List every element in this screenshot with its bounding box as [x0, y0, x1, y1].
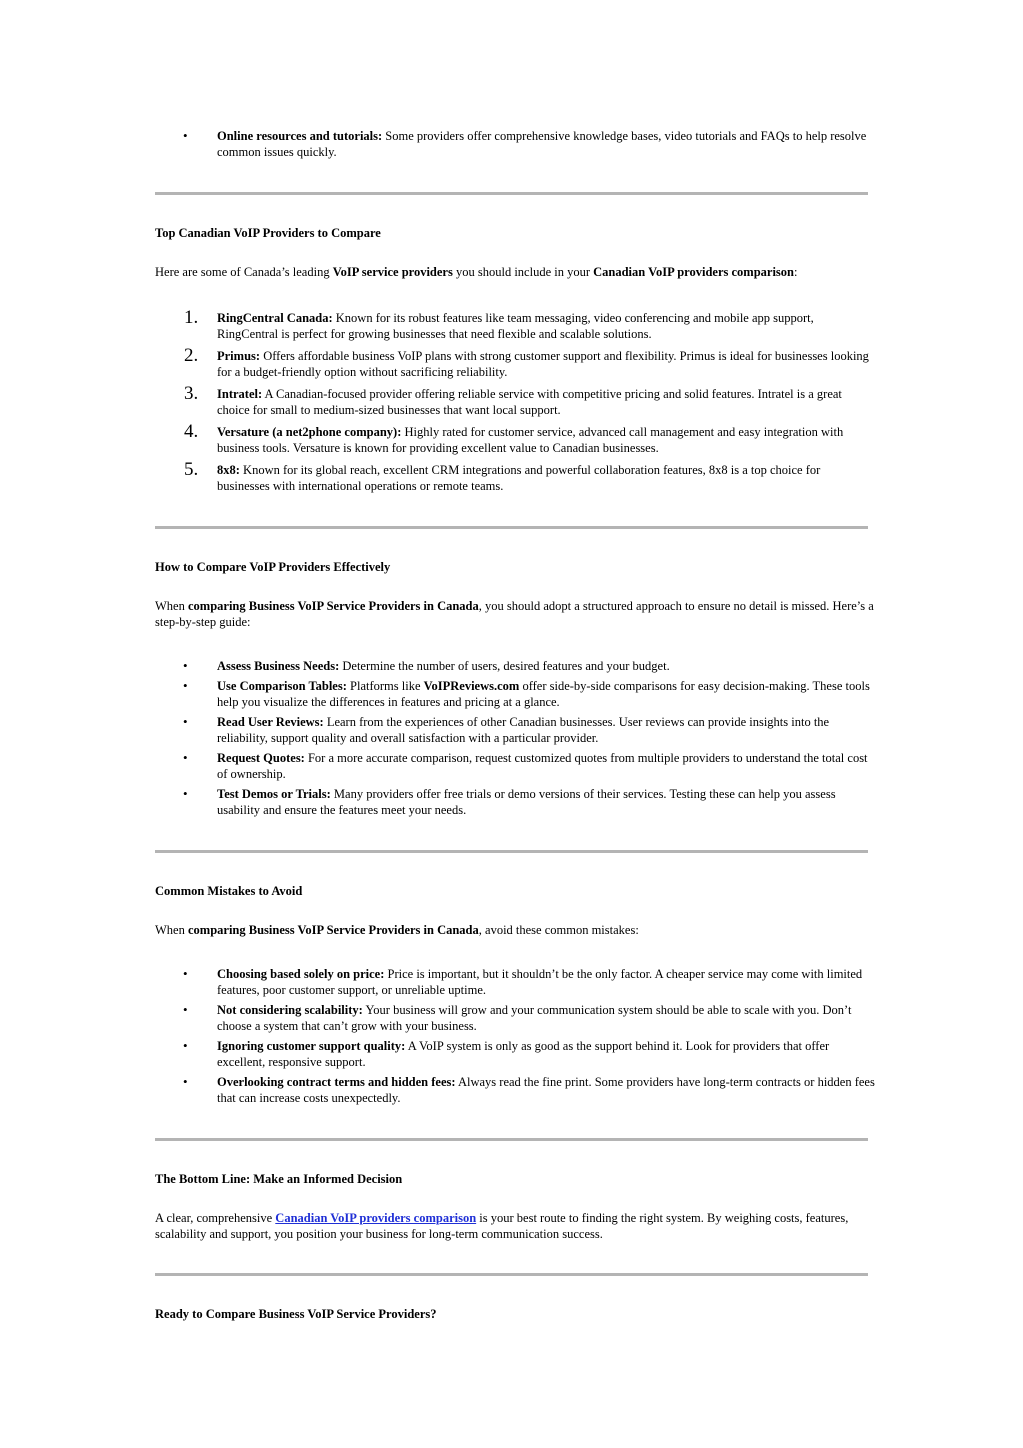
list-item-text: Known for its global reach, excellent CRM integrations and powerful collaboration features, 8x8 is a top choice for businesses with international operations or remote teams.	[217, 463, 821, 493]
intro-bold: VoIP service providers	[332, 265, 453, 279]
list-item-text: offer side-by-side comparisons for easy decision-making. These tools help you visualize the differences in features and pricing at a glance.	[217, 679, 870, 709]
list-item-step	[217, 714, 875, 746]
divider	[155, 1273, 868, 1276]
list-number: 5.	[184, 459, 199, 480]
list-item-text: Platforms like	[346, 679, 424, 693]
list-number: 4.	[184, 421, 199, 442]
section-heading-how-to-compare: How to Compare VoIP Providers Effectively	[155, 560, 391, 574]
section-intro-how-to-compare	[155, 598, 875, 630]
list-item-term: Request Quotes:	[217, 751, 305, 765]
list-item-term: Use Comparison Tables:	[217, 679, 347, 693]
list-item-text: Many providers offer free trials or demo versions of their services. Testing these can help you assess usability and ensure the features meet your needs.	[217, 787, 836, 817]
intro-bold: comparing Business VoIP Service Providers in Canada	[187, 599, 479, 613]
intro-text: you should include in your	[452, 265, 594, 279]
list-item-term: Overlooking contract terms and hidden fees:	[217, 1075, 456, 1089]
section-heading-top-providers: Top Canadian VoIP Providers to Compare	[155, 226, 381, 240]
list-item-term: Not considering scalability:	[217, 1003, 363, 1017]
list-item-term: Intratel:	[217, 387, 263, 401]
list-item-term: 8x8:	[217, 463, 240, 477]
list-number: 1.	[184, 307, 199, 328]
list-item-provider	[217, 348, 875, 380]
intro-bold: Canadian VoIP providers comparison	[593, 265, 794, 279]
intro-text: When	[155, 923, 188, 937]
intro-text: :	[793, 265, 798, 279]
list-item-provider	[217, 462, 875, 494]
list-item-step	[217, 658, 875, 674]
list-item-text: For a more accurate comparison, request customized quotes from multiple providers to understand the total cost of ownership.	[217, 751, 868, 781]
list-item-term: Test Demos or Trials:	[217, 787, 331, 801]
section-body-bottom-line	[155, 1210, 875, 1242]
list-item-text: Price is important, but it shouldn’t be the only factor. A cheaper service may come with limited features, poor customer support, or unreliable uptime.	[217, 967, 863, 997]
bullet-marker: •	[183, 750, 188, 765]
list-item-step	[217, 786, 875, 818]
body-text: is your best route to finding the right system. By weighing costs, features, scalability and support, you position your business for long-term communication success.	[155, 1211, 849, 1241]
list-item-term: Online resources and tutorials:	[217, 129, 383, 143]
list-item-text: Highly rated for customer service, advanced call management and easy integration with business tools. Versature is known for providing excellent value to Canadian businesses.	[217, 425, 844, 455]
divider	[155, 192, 868, 195]
intro-bold: comparing Business VoIP Service Providers in Canada	[187, 923, 479, 937]
list-item-step	[217, 750, 875, 782]
section-intro-top-providers	[155, 264, 875, 280]
list-item-text: Always read the fine print. Some providers have long-term contracts or hidden fees that can increase costs unexpectedly.	[217, 1075, 875, 1105]
list-item-mistake	[217, 966, 875, 998]
list-item-term: Ignoring customer support quality:	[217, 1039, 406, 1053]
list-item-mistake	[217, 1038, 875, 1070]
list-item-text: Your business will grow and your communication system should be able to scale with you. Don’t choose a system that can’t grow with your business.	[217, 1003, 852, 1033]
bullet-marker: •	[183, 966, 188, 981]
intro-text: , you should adopt a structured approach to ensure no detail is missed. Here’s a step-by-step guide:	[155, 599, 874, 629]
list-item-text: Known for its robust features like team messaging, video conferencing and mobile app support, RingCentral is perfect for growing businesses that need flexible and scalable solutions.	[217, 311, 814, 341]
body-text: A clear, comprehensive	[155, 1211, 276, 1225]
list-number: 3.	[184, 383, 199, 404]
list-item-term: RingCentral Canada:	[217, 311, 333, 325]
list-item-provider	[217, 386, 875, 418]
intro-text: Here are some of Canada’s leading	[155, 265, 333, 279]
list-number: 2.	[184, 345, 199, 366]
intro-text: When	[155, 599, 188, 613]
list-item-term: Read User Reviews:	[217, 715, 324, 729]
list-item-step	[217, 678, 875, 710]
bullet-marker: •	[183, 786, 188, 801]
intro-text: , avoid these common mistakes:	[478, 923, 639, 937]
bullet-marker: •	[183, 678, 188, 693]
comparison-link[interactable]: Canadian VoIP providers comparison	[275, 1211, 477, 1225]
list-item-text: A Canadian-focused provider offering reliable service with competitive pricing and solid features. Intratel is a great choice for small to medium-sized businesses that want local support.	[217, 387, 842, 417]
bullet-marker: •	[183, 1074, 188, 1089]
divider	[155, 1138, 868, 1141]
section-intro-common-mistakes	[155, 922, 875, 938]
list-item-text: Learn from the experiences of other Canadian businesses. User reviews can provide insights into the reliability, support quality and overall satisfaction with a particular provider.	[217, 715, 830, 745]
list-item-mistake	[217, 1074, 875, 1106]
bullet-marker: •	[183, 1038, 188, 1053]
list-item-provider	[217, 310, 875, 342]
list-item-provider	[217, 424, 875, 456]
list-item-text: Offers affordable business VoIP plans with strong customer support and flexibility. Primus is ideal for businesses looking for a budget-friendly option without sacrificing reliability.	[217, 349, 869, 379]
list-item-text: Some providers offer comprehensive knowledge bases, video tutorials and FAQs to help resolve common issues quickly.	[217, 129, 867, 159]
list-item-bold: VoIPReviews.com	[423, 679, 520, 693]
list-item-online-resources	[217, 128, 875, 160]
list-item-term: Versature (a net2phone company):	[217, 425, 402, 439]
divider	[155, 526, 868, 529]
bullet-marker: •	[183, 658, 188, 673]
section-heading-ready-to-compare: Ready to Compare Business VoIP Service Providers?	[155, 1307, 437, 1321]
list-item-term: Assess Business Needs:	[217, 659, 340, 673]
bullet-marker: •	[183, 714, 188, 729]
section-heading-bottom-line: The Bottom Line: Make an Informed Decision	[155, 1172, 403, 1186]
list-item-term: Primus:	[217, 349, 261, 363]
section-heading-common-mistakes: Common Mistakes to Avoid	[155, 884, 303, 898]
bullet-marker: •	[183, 128, 188, 143]
bullet-marker: •	[183, 1002, 188, 1017]
list-item-text: Determine the number of users, desired features and your budget.	[339, 659, 670, 673]
list-item-text: A VoIP system is only as good as the support behind it. Look for providers that offer excellent, responsive support.	[217, 1039, 830, 1069]
list-item-term: Choosing based solely on price:	[217, 967, 385, 981]
divider	[155, 850, 868, 853]
list-item-mistake	[217, 1002, 875, 1034]
